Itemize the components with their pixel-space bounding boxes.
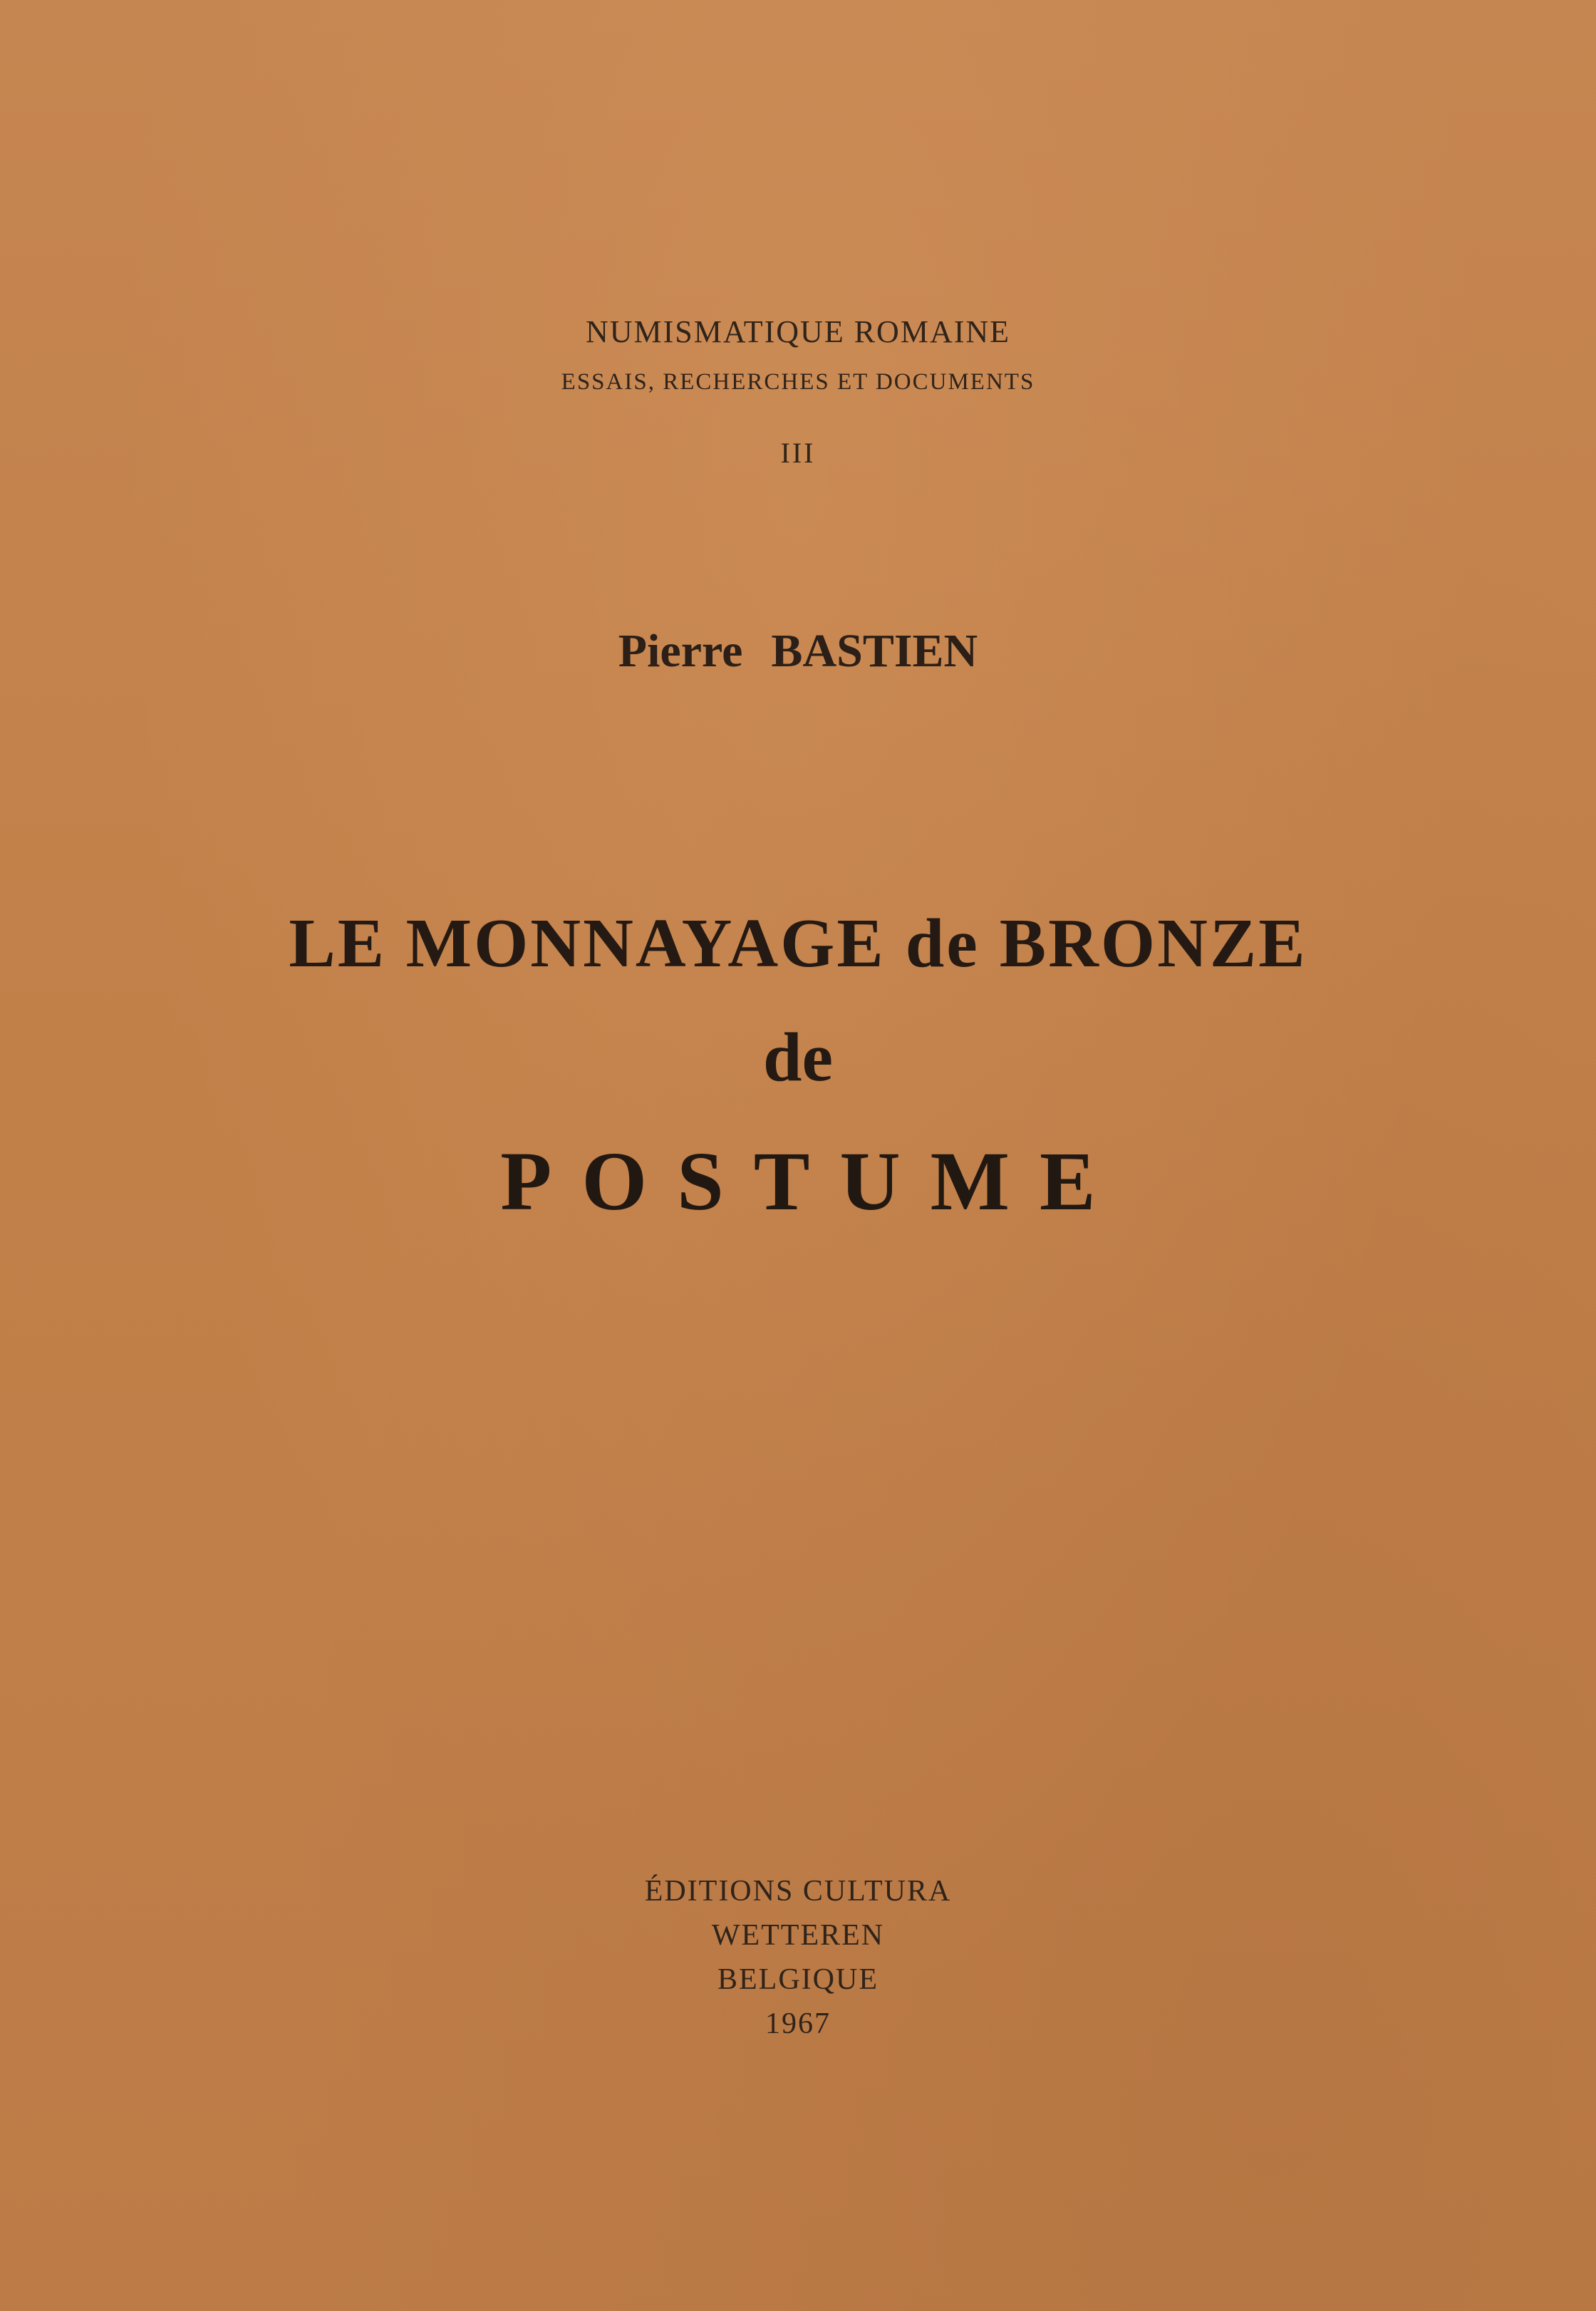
- publisher-country: BELGIQUE: [717, 1963, 879, 1996]
- volume-number: III: [780, 437, 816, 469]
- book-title-line-1: [0, 904, 1596, 983]
- title-start: LE MONNAYAGE: [289, 905, 886, 982]
- publisher-name: ÉDITIONS CULTURA: [644, 1875, 952, 1908]
- publication-year: 1967: [765, 2007, 831, 2040]
- book-title-line-3: POSTUME: [500, 1134, 1126, 1228]
- publisher-city: WETTEREN: [711, 1919, 885, 1952]
- title-end: BRONZE: [999, 905, 1307, 982]
- author-first-name: Pierre: [618, 625, 743, 677]
- book-title-line-2: de: [763, 1019, 833, 1096]
- author-last-name: BASTIEN: [771, 625, 978, 677]
- author-name: [0, 624, 1596, 678]
- title-connector: de: [905, 905, 980, 982]
- series-subtitle: ESSAIS, RECHERCHES ET DOCUMENTS: [561, 369, 1035, 395]
- series-title: NUMISMATIQUE ROMAINE: [585, 314, 1011, 349]
